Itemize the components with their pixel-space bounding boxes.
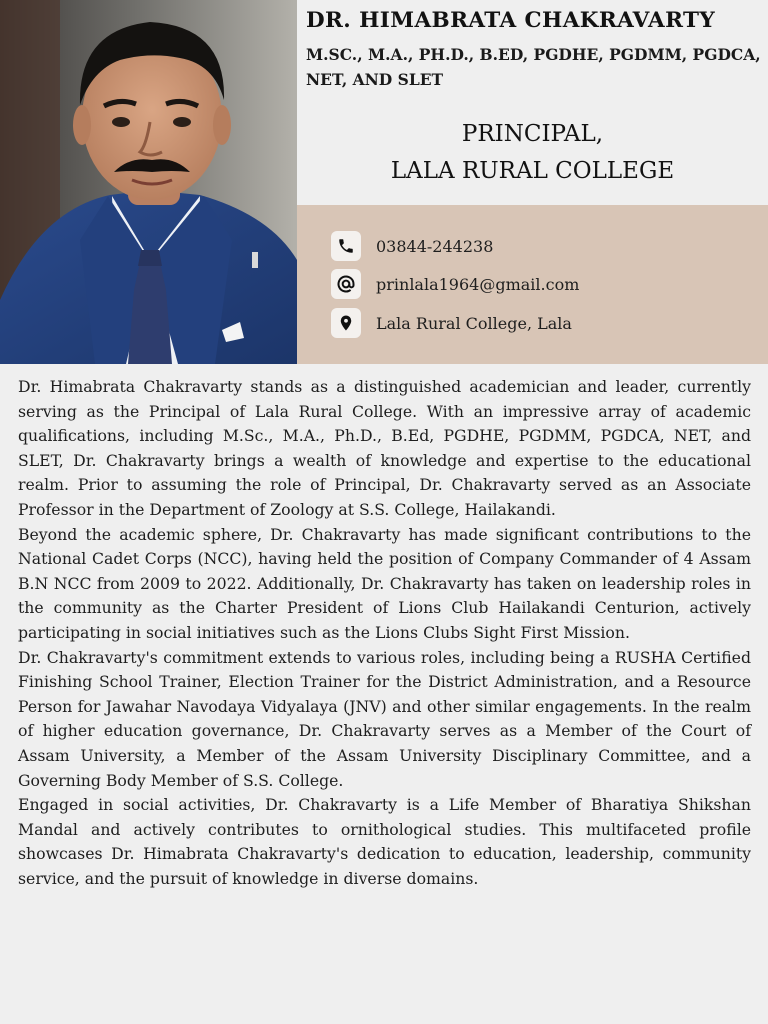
- portrait-illustration: [0, 0, 297, 364]
- profile-position: [297, 116, 768, 190]
- bio-paragraph: Beyond the academic sphere, Dr. Chakravarty has made significant contributions to the National Cadet Corps (NCC), having held the position of Company Commander of 4 Assam B.N NCC from 2009 to 2022. Additionally, Dr. Chakravarty has taken on leadership roles in the community as the Charter President of Lions Club Hailakandi Centurion, actively participating in social initiatives such as the Lions Clubs Sight First Mission.: [18, 524, 751, 642]
- contact-phone[interactable]: [331, 231, 493, 261]
- profile-header: [297, 0, 768, 205]
- profile-qualifications: M.SC., M.A., PH.D., B.ED, PGDHE, PGDMM, PGDCA, NET, AND SLET: [306, 45, 761, 89]
- profile-photo: [0, 0, 297, 364]
- phone-icon: [331, 231, 361, 261]
- email-address: prinlala1964@gmail.com: [376, 274, 580, 294]
- contact-address[interactable]: [331, 308, 572, 338]
- position-title: PRINCIPAL,: [461, 121, 604, 147]
- at-sign-icon: [331, 269, 361, 299]
- bio-paragraph: Engaged in social activities, Dr. Chakravarty is a Life Member of Bharatiya Shikshan Mandal and actively contributes to ornithological studies. This multifaceted profile showcases Dr. Himabrata Chakravarty's dedication to education, leadership, community service, and the pursuit of knowledge in diverse domains.: [18, 795, 751, 888]
- phone-number: 03844-244238: [376, 236, 494, 256]
- profile-name: DR. HIMABRATA CHAKRAVARTY: [306, 8, 716, 33]
- position-institution: LALA RURAL COLLEGE: [390, 158, 675, 184]
- bio-paragraph: Dr. Chakravarty's commitment extends to various roles, including being a RUSHA Certified Finishing School Trainer, Election Trainer for the District Administration, and a Resource Person for Jawahar Navodaya Vidyalaya (JNV) and other similar engagements. In the realm of higher education governance, Dr. Chakravarty serves as a Member of the Court of Assam University, a Member of the Assam University Disciplinary Committee, and a Governing Body Member of S.S. College.: [18, 647, 751, 790]
- address-text: Lala Rural College, Lala: [376, 313, 572, 333]
- biography: [18, 375, 751, 891]
- bio-paragraph: Dr. Himabrata Chakravarty stands as a distinguished academician and leader, currently serving as the Principal of Lala Rural College. With an impressive array of academic qualifications, including M.Sc., M.A., Ph.D., B.Ed, PGDHE, PGDMM, PGDCA, NET, and SLET, Dr. Chakravarty brings a wealth of knowledge and expertise to the educational realm. Prior to assuming the role of Principal, Dr. Chakravarty served as an Associate Professor in the Department of Zoology at S.S. College, Hailakandi.: [18, 377, 751, 519]
- contact-panel: [297, 205, 768, 364]
- contact-email[interactable]: [331, 269, 579, 299]
- location-pin-icon: [331, 308, 361, 338]
